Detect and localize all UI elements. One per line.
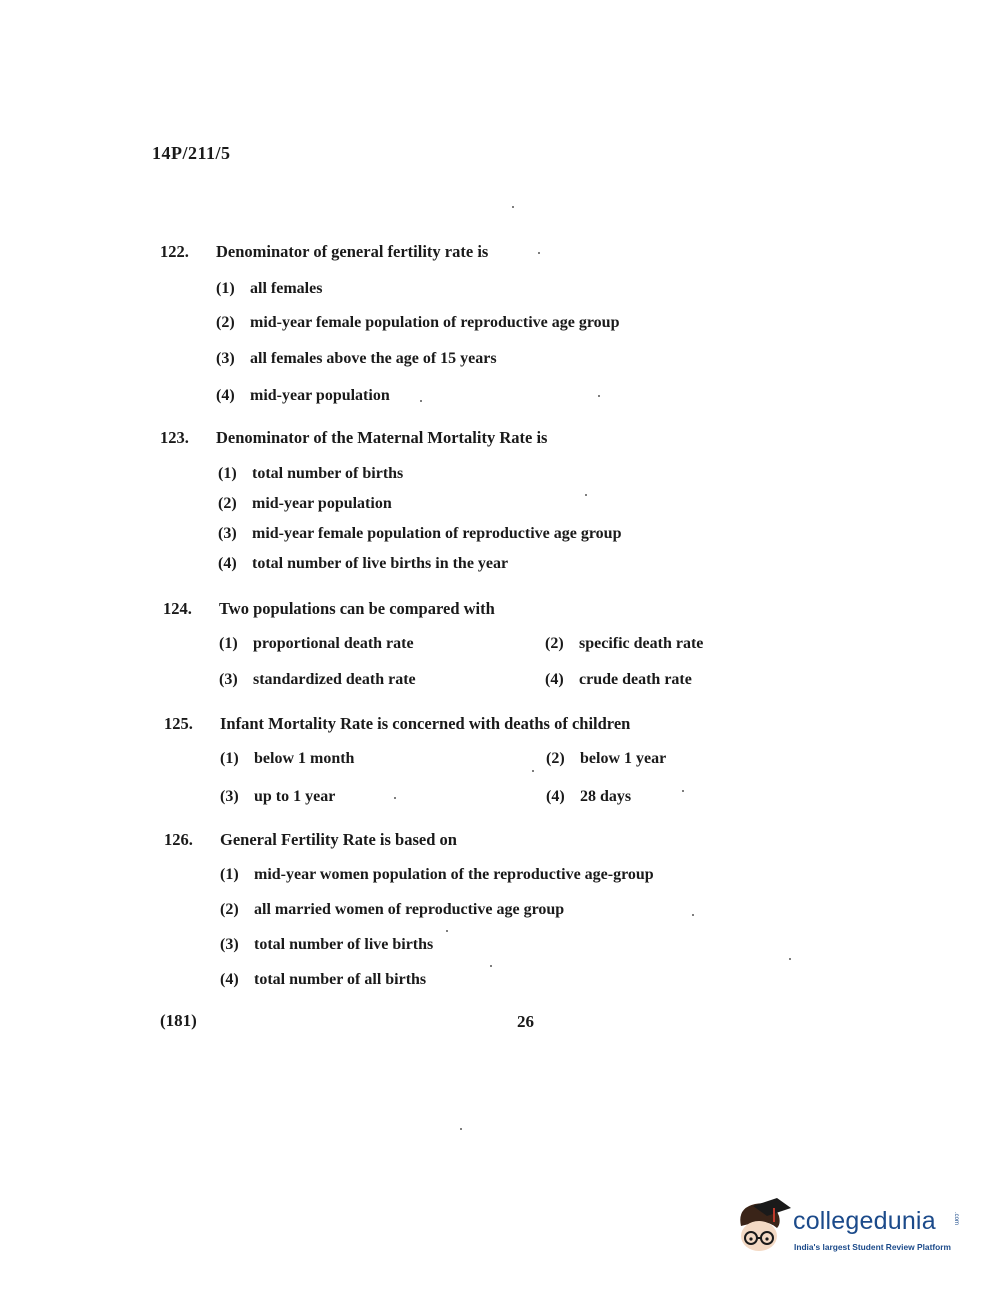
question-text: Denominator of the Maternal Mortality Rate is — [216, 428, 548, 447]
option-number: (4) — [546, 788, 565, 805]
logo-domain-suffix: .com — [953, 1212, 959, 1226]
option-123-2 — [218, 495, 392, 513]
option-number: (1) — [219, 635, 238, 652]
option-number: (2) — [216, 314, 235, 331]
option-126-2 — [220, 901, 564, 919]
scan-speck — [420, 400, 422, 402]
option-text: 28 days — [580, 788, 632, 805]
option-text: mid-year women population of the reproductive age-group — [254, 866, 654, 883]
option-number: (3) — [216, 350, 235, 367]
option-number: (4) — [216, 387, 235, 404]
scan-speck — [538, 252, 540, 254]
option-number: (3) — [220, 936, 239, 953]
question-text: Infant Mortality Rate is concerned with deaths of children — [220, 714, 631, 733]
option-text: mid-year population — [250, 387, 390, 404]
option-number: (2) — [218, 495, 237, 512]
question-number: 122. — [160, 242, 189, 261]
logo-wordmark: collegedunia — [793, 1207, 936, 1235]
option-text: total number of all births — [254, 971, 427, 988]
question-text: General Fertility Rate is based on — [220, 830, 457, 849]
option-126-3 — [220, 936, 433, 954]
question-number: 126. — [164, 830, 193, 849]
scan-speck — [585, 494, 587, 496]
question-124 — [163, 599, 763, 619]
option-122-1 — [216, 280, 322, 298]
option-122-3 — [216, 350, 497, 368]
option-126-1 — [220, 866, 654, 884]
option-number: (4) — [218, 555, 237, 572]
option-text: all females — [250, 280, 323, 297]
collegedunia-logo[interactable] — [735, 1196, 965, 1260]
page-code: 14P/211/5 — [152, 143, 231, 163]
option-text: mid-year female population of reproductive age group — [252, 525, 622, 542]
question-number: 124. — [163, 599, 192, 618]
option-number: (3) — [219, 671, 238, 688]
option-number: (2) — [546, 750, 565, 767]
question-123 — [160, 428, 760, 448]
option-number: (1) — [216, 280, 235, 297]
option-text: total number of live births — [254, 936, 434, 953]
option-123-4 — [218, 555, 508, 573]
page-number: 26 — [517, 1012, 534, 1031]
question-text: Two populations can be compared with — [219, 599, 495, 618]
option-124-2 — [545, 635, 703, 653]
option-number: (3) — [220, 788, 239, 805]
question-126 — [164, 830, 764, 850]
question-number: 125. — [164, 714, 193, 733]
question-122 — [160, 242, 760, 262]
scan-speck — [490, 965, 492, 967]
option-text: below 1 year — [580, 750, 667, 767]
option-122-2 — [216, 314, 619, 332]
option-text: total number of live births in the year — [252, 555, 509, 572]
option-122-4 — [216, 387, 390, 405]
option-text: all married women of reproductive age group — [254, 901, 565, 918]
question-text: Denominator of general fertility rate is — [216, 242, 489, 261]
question-125 — [164, 714, 764, 734]
scan-speck — [512, 206, 514, 208]
option-126-4 — [220, 971, 426, 989]
scan-speck — [682, 790, 684, 792]
option-124-4 — [545, 671, 692, 689]
option-text: standardized death rate — [253, 671, 416, 688]
option-number: (4) — [220, 971, 239, 988]
option-text: proportional death rate — [253, 635, 414, 652]
option-text: total number of births — [252, 465, 404, 482]
option-123-3 — [218, 525, 621, 543]
option-125-4 — [546, 788, 631, 806]
scan-speck — [460, 1128, 462, 1130]
scan-speck — [446, 930, 448, 932]
option-number: (1) — [220, 750, 239, 767]
option-125-1 — [220, 750, 354, 768]
scan-speck — [598, 395, 600, 397]
option-125-3 — [220, 788, 335, 806]
footer-code: (181) — [160, 1011, 197, 1030]
scan-speck — [394, 797, 396, 799]
option-number: (3) — [218, 525, 237, 542]
option-text: specific death rate — [579, 635, 704, 652]
option-number: (2) — [220, 901, 239, 918]
option-123-1 — [218, 465, 403, 483]
option-124-1 — [219, 635, 414, 653]
logo-tagline: India's largest Student Review Platform — [794, 1242, 951, 1252]
option-125-2 — [546, 750, 666, 768]
option-text: mid-year female population of reproductive age group — [250, 314, 620, 331]
scan-speck — [532, 770, 534, 772]
scan-speck — [789, 958, 791, 960]
option-124-3 — [219, 671, 416, 689]
question-number: 123. — [160, 428, 189, 447]
option-text: all females above the age of 15 years — [250, 350, 497, 367]
option-text: mid-year population — [252, 495, 392, 512]
student-mascot-icon — [735, 1196, 791, 1256]
option-text: up to 1 year — [254, 788, 336, 805]
option-number: (2) — [545, 635, 564, 652]
scan-speck — [692, 914, 694, 916]
option-text: below 1 month — [254, 750, 355, 767]
option-number: (4) — [545, 671, 564, 688]
option-number: (1) — [218, 465, 237, 482]
option-text: crude death rate — [579, 671, 692, 688]
option-number: (1) — [220, 866, 239, 883]
